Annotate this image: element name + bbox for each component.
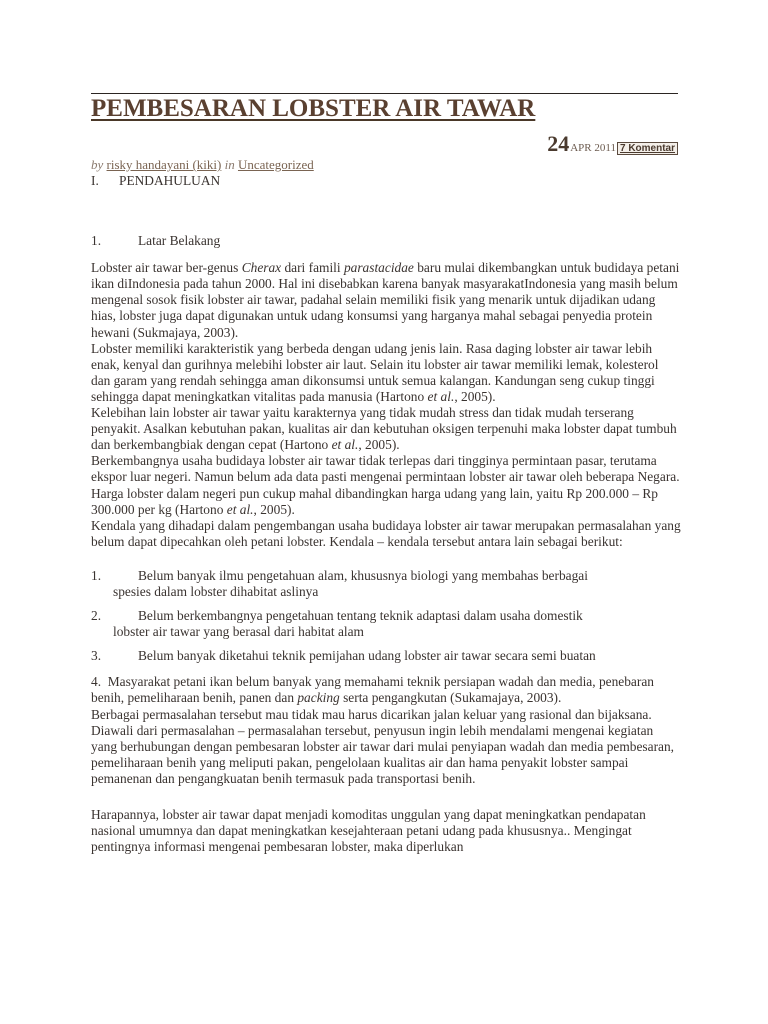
post-body [91, 173, 681, 855]
paragraph-1: Lobster air tawar ber-genus Cherax dari famili parastacidae baru mulai dikembangkan untuk budidaya petani ikan diIndonesia pada tahun 2000. Hal ini disebabkan karena banyak masyarakatIndonesia yang masih belum mengenal sosok fisik lobster air tawar, padahal selain memiliki fisik yang menarik untuk dijadikan udang hias, lobster juga dapat digunakan untuk udang konsumsi yang harganya mahal sebagai penyedia protein hewani (Sukmajaya, 2003). [91, 260, 680, 340]
paragraph-4: Berkembangnya usaha budidaya lobster air tawar tidak terlepas dari tingginya permintaan pasar, terutama ekspor luar negeri. Namun belum ada data pasti mengenai permintaan lobster air tawar oleh beberapa Negara. Harga lobster dalam negeri pun cukup mahal dibandingkan harga udang yang lain, yaitu Rp 200.000 – Rp 300.000 per kg (Hartono et al., 2005). [91, 453, 680, 517]
post-day: 24 [547, 131, 570, 156]
section-heading [91, 173, 681, 189]
comments-link[interactable]: 7 Komentar [617, 142, 678, 155]
paragraph-7: Harapannya, lobster air tawar dapat menjadi komoditas unggulan yang dapat meningkatkan pendapatan nasional umumnya dan dapat meningkatkan kesejahteraan petani udang pada khususnya.. Mengingat pentingnya informasi mengenai pembesaran lobster, maka diperlukan [91, 807, 646, 855]
list-item-4: 4. Masyarakat petani ikan belum banyak yang memahami teknik persiapan wadah dan media, penebaran benih, pemeliharaan benih, panen dan packing serta pengangkutan (Sukamajaya, 2003). [91, 674, 654, 706]
post-title[interactable]: PEMBESARAN LOBSTER AIR TAWAR [91, 95, 536, 122]
subsection-number: 1. [91, 233, 102, 249]
family-name: parastacidae [343, 260, 414, 276]
genus-name: Cherax [241, 260, 282, 276]
list-item-continuation: lobster air tawar yang berasal dari habitat alam [113, 624, 364, 640]
byline-by: by [91, 157, 104, 172]
title-top-rule [91, 93, 678, 94]
subsection-title: Latar Belakang [138, 233, 221, 249]
paragraph-2: Lobster memiliki karakteristik yang berbeda dengan udang jenis lain. Rasa daging lobster air tawar lebih enak, kenyal dan gurihnya melebihi lobster air laut. Selain itu lobster air tawar memiliki lemak, kolesterol dan garam yang rendah sehingga aman dikonsumsi untuk semua kalangan. Kandungan seng cukup tinggi sehingga dapat meningkatkan vitalitas pada manusia (Hartono et al., 2005). [91, 340, 659, 404]
byline-in: in [224, 157, 235, 172]
paragraph-6: Berbagai permasalahan tersebut mau tidak mau harus dicarikan jalan keluar yang rasional dan bijaksana. Diawali dari permasalahan – permasalahan tersebut, penyusun ingin lebih mendalami mengenai kegiatan yang berhubungan dengan pembesaran lobster air tawar dari mulai penyiapan wadah dan media pembesaran, pemeliharaan benih yang meliputi pakan, pengelolaan kualitas air dan hama penyakit lobster sampai pemanenan dan pengangkuatan benih termasuk pada transportasi benih. [91, 706, 675, 786]
byline [91, 157, 314, 173]
paragraph-5: Kendala yang dihadapi dalam pengembangan usaha budidaya lobster air tawar merupakan permasalahan yang belum dapat dipecahkan oleh petani lobster. Kendala – kendala tersebut antara lain sebagai berikut: [91, 517, 681, 549]
list-item: 1. Belum banyak ilmu pengetahuan alam, khususnya biologi yang membahas berbagai [91, 567, 588, 583]
list-item: 3. Belum banyak diketahui teknik pemijahan udang lobster air tawar secara semi buatan [91, 648, 596, 664]
author-link[interactable]: risky handayani (kiki) [106, 157, 222, 172]
packing-term: packing [297, 690, 340, 706]
category-link[interactable]: Uncategorized [237, 157, 314, 172]
post-month-year: APR 2011 [570, 142, 616, 154]
list-item-continuation: spesies dalam lobster dihabitat aslinya [113, 583, 319, 599]
list-item: 2. Belum berkembangnya pengetahuan tentang teknik adaptasi dalam usaha domestik [91, 608, 583, 624]
paragraph-3: Kelebihan lain lobster air tawar yaitu karakternya yang tidak mudah stress dan tidak mudah terserang penyakit. Asalkan kebutuhan pakan, kualitas air dan kebutuhan oksigen terpenuhi maka lobster dapat tumbuh dan berkembangbiak dengan cepat (Hartono et al., 2005). [91, 405, 677, 453]
post-dateline [547, 131, 678, 157]
subsection-heading [91, 233, 681, 249]
section-title: PENDAHULUAN [119, 173, 221, 188]
section-number: I. [91, 173, 99, 188]
